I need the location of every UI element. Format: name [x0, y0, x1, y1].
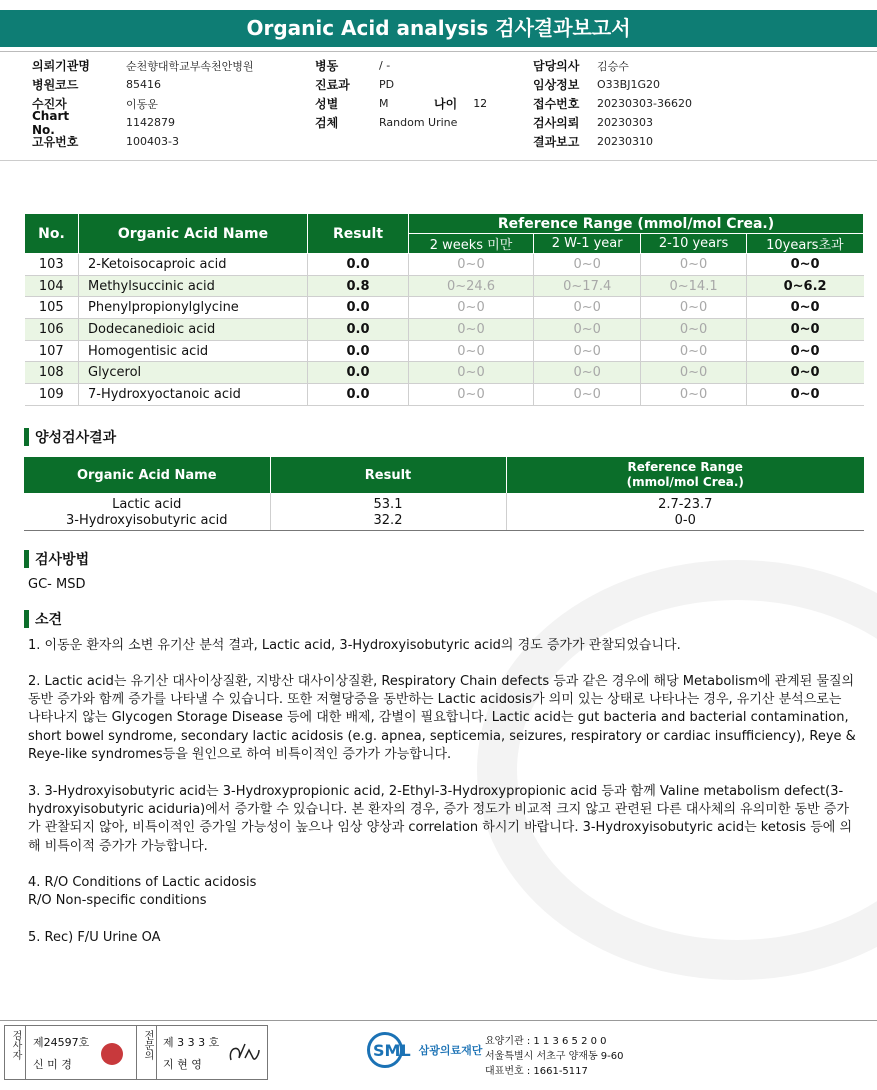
info-label: 수진자	[32, 97, 67, 111]
info-value: 김승수	[597, 59, 629, 73]
section-marker	[24, 550, 29, 568]
cell-reference: 0~0	[534, 254, 641, 276]
method-text: GC- MSD	[28, 577, 86, 592]
col-header-ref-age: 2 weeks 미만	[409, 234, 534, 254]
divider	[25, 1026, 26, 1079]
opinion-paragraph-4: 4. R/O Conditions of Lactic acidosis R/O Non-specific conditions	[28, 875, 257, 909]
cell-reference: 0~0	[409, 340, 534, 362]
info-col-1	[32, 56, 254, 151]
cell-name: Methylsuccinic acid	[79, 275, 308, 297]
cell-result: 0.0	[308, 384, 409, 406]
cell-reference: 0~0	[641, 384, 746, 406]
lab-address: 서울특별시 서초구 양재동 9-60	[485, 1051, 624, 1062]
col-header-result: Result	[270, 457, 506, 493]
opinion-paragraph-2: 2. Lactic acid는 유기산 대사이상질환, 지방산 대사이상질환, Respiratory Chain defects 등과 같은 경우에 해당 Metabolism에 관계된 물질의 동반 증가와 함께 증가를 나타낼 수 있습니다. 또한 저혈당증을 동반하는 Lactic acidosis가 의미 있는 상태로 나타나는 경우, 유기산 분석으로는 나타나지 않는 Glycogen Storage Disease 등에 대한 배제, 감별이 필요합니다. Lactic acid는 gut bacteria and bacterial contamination, short bowel syndrome, secondary lactic acidosis (e.g. apnea, septicemia, seizures, respiratory or cardiac insufficiency), Reye & Reye-like syndromes등을 원인으로 하여 비특이적인 증가가 가능합니다.	[28, 674, 856, 762]
cell-no: 109	[25, 384, 79, 406]
ref-range-line1: Reference Range	[627, 460, 743, 474]
info-row	[32, 108, 254, 137]
background-watermark	[477, 560, 877, 980]
info-label: 진료과	[315, 78, 350, 92]
age-value: 12	[473, 97, 488, 110]
approver-label: 전문의	[142, 1030, 153, 1060]
cell-reference: 0~0	[641, 340, 746, 362]
lab-info	[485, 1034, 624, 1079]
lab-phone: 대표번호 : 1661-5117	[485, 1066, 588, 1077]
cell-reference: 0~0	[641, 254, 746, 276]
info-label: 접수번호	[533, 97, 580, 111]
cell-name: 7-Hydroxyoctanoic acid	[79, 384, 308, 406]
table-row	[25, 340, 864, 362]
info-label: 임상정보	[533, 78, 580, 92]
cell-result: 0.8	[308, 275, 409, 297]
sml-logo	[367, 1032, 482, 1068]
cell-name: Glycerol	[79, 362, 308, 384]
cell-reference: 0~0	[534, 362, 641, 384]
report-title: Organic Acid analysis 검사결과보고서	[0, 10, 877, 47]
info-value: / -	[379, 59, 391, 72]
divider	[0, 51, 877, 52]
approver-name: 지 현 영	[163, 1058, 202, 1071]
section-title: 소견	[35, 612, 63, 628]
cell-reference: 0~0	[746, 362, 863, 384]
section-marker	[24, 610, 29, 628]
info-row	[315, 56, 457, 75]
col-header-reference-range: Reference Range (mmol/mol Crea.)	[409, 214, 864, 234]
table-row	[25, 254, 864, 276]
cell-no: 104	[25, 275, 79, 297]
col-header-reference-range	[506, 457, 864, 493]
info-label: 병원코드	[32, 78, 79, 92]
info-row	[315, 75, 457, 94]
cell-reference: 0~17.4	[534, 275, 641, 297]
info-value: M	[379, 97, 389, 110]
cell-no: 106	[25, 319, 79, 341]
info-label: 검사의뢰	[533, 116, 580, 130]
footer-divider	[0, 1020, 877, 1021]
info-row	[32, 132, 254, 151]
signature-box	[4, 1025, 268, 1080]
info-row	[533, 56, 692, 75]
cell-reference: 0~0	[746, 384, 863, 406]
info-label: 병동	[315, 59, 339, 73]
cell-reference: 0~14.1	[641, 275, 746, 297]
cell-ref: 0-0	[506, 512, 864, 530]
info-label: 담당의사	[533, 59, 580, 73]
section-opinion	[24, 609, 62, 629]
cell-no: 108	[25, 362, 79, 384]
cell-reference: 0~0	[534, 319, 641, 341]
info-row	[533, 113, 692, 132]
info-row	[533, 94, 692, 113]
table-row	[25, 319, 864, 341]
opinion-paragraph-3: 3. 3-Hydroxyisobutyric acid는 3-Hydroxypropionic acid, 2-Ethyl-3-Hydroxypropionic acid 등과 함께 Valine metabolism defect(3-hydroxyisobutyric aciduria)에서 증가할 수 있습니다. 본 환자의 경우, 증가 정도가 비교적 크지 않고 관련된 다른 대사체의 유의미한 동반 증가가 관찰되지 않아, 비특이적인 증가일 가능성이 높으나 임상 양상과 correlation 하시기 바랍니다. 3-Hydroxyisobutyric acid는 ketosis 등에 의해 비특이적 증가가 가능합니다.	[28, 784, 852, 854]
cell-ref: 2.7-23.7	[658, 497, 713, 512]
info-value: O33BJ1G20	[597, 78, 660, 91]
info-label: 검체	[315, 116, 339, 130]
cell-reference: 0~0	[409, 384, 534, 406]
inspector-license: 제24597호	[33, 1036, 90, 1049]
approver-license: 제 3 3 3 호	[163, 1036, 220, 1049]
table-row	[25, 275, 864, 297]
col-header-ref-age: 10years초과	[746, 234, 863, 254]
info-value: 1142879	[126, 116, 175, 129]
cell-name: 2-Ketoisocaproic acid	[79, 254, 308, 276]
inspector-name: 신 미 경	[33, 1058, 72, 1071]
cell-reference: 0~0	[534, 340, 641, 362]
table-row	[25, 297, 864, 319]
cell-no: 103	[25, 254, 79, 276]
cell-reference: 0~0	[641, 362, 746, 384]
info-label: 고유번호	[32, 135, 79, 149]
cell-reference: 0~0	[409, 319, 534, 341]
logo-text: SML	[373, 1040, 411, 1060]
cell-name: Homogentisic acid	[79, 340, 308, 362]
cell-reference: 0~0	[641, 319, 746, 341]
cell-name: Phenylpropionylglycine	[79, 297, 308, 319]
org-name: 삼광의료재단	[418, 1044, 483, 1057]
section-positive-results	[24, 427, 116, 447]
cell-reference: 0~0	[746, 297, 863, 319]
col-header-ref-age: 2 W-1 year	[534, 234, 641, 254]
divider	[156, 1026, 157, 1079]
divider	[0, 160, 877, 161]
info-label: 의뢰기관명	[32, 59, 90, 73]
ref-range-line2: (mmol/mol Crea.)	[626, 475, 744, 489]
cell-result: 32.2	[270, 512, 506, 530]
cell-name: Dodecanedioic acid	[79, 319, 308, 341]
cell-result: 53.1	[270, 493, 506, 512]
info-label: 성별	[315, 97, 339, 111]
info-value: 100403-3	[126, 135, 179, 148]
info-value: 20230310	[597, 135, 653, 148]
cell-reference: 0~24.6	[409, 275, 534, 297]
info-value: 85416	[126, 78, 161, 91]
info-value: PD	[379, 78, 395, 91]
cell-reference: 0~0	[746, 340, 863, 362]
info-row	[32, 75, 254, 94]
logo-ring-icon	[367, 1032, 403, 1068]
organic-acid-table	[24, 213, 864, 406]
info-value: 20230303-36620	[597, 97, 692, 110]
section-title: 검사방법	[35, 552, 90, 568]
signature-icon	[225, 1040, 261, 1068]
info-value: 20230303	[597, 116, 653, 129]
col-header-ref-age: 2-10 years	[641, 234, 746, 254]
cell-reference: 0~0	[641, 297, 746, 319]
cell-reference: 0~0	[409, 254, 534, 276]
section-method	[24, 549, 89, 569]
cell-no: 107	[25, 340, 79, 362]
info-value: Random Urine	[379, 116, 458, 129]
info-value: 순천향대학교부속천안병원	[126, 59, 254, 73]
cell-reference: 0~6.2	[746, 275, 863, 297]
inspector-label: 검사자	[10, 1030, 21, 1060]
col-header-name: Organic Acid Name	[24, 457, 270, 493]
cell-reference: 0~0	[409, 297, 534, 319]
age-field	[434, 94, 487, 113]
info-row	[533, 75, 692, 94]
table-row	[25, 384, 864, 406]
seal-stamp-icon	[101, 1043, 123, 1065]
cell-reference: 0~0	[534, 384, 641, 406]
info-label: 결과보고	[533, 135, 580, 149]
table-row	[25, 362, 864, 384]
col-header-no: No.	[25, 214, 79, 254]
info-row	[32, 56, 254, 75]
cell-reference: 0~0	[534, 297, 641, 319]
cell-reference: 0~0	[746, 319, 863, 341]
info-label: Chart No.	[32, 108, 70, 137]
opinion-paragraph-1: 1. 이동운 환자의 소변 유기산 분석 결과, Lactic acid, 3-Hydroxyisobutyric acid의 경도 증가가 관찰되었습니다.	[28, 638, 681, 653]
lab-code: 요양기관 : 1 1 3 6 5 2 0 0	[485, 1036, 607, 1047]
info-row	[315, 113, 457, 132]
divider	[136, 1026, 137, 1079]
cell-no: 105	[25, 297, 79, 319]
section-title: 양성검사결과	[35, 430, 117, 446]
cell-name: Lactic acid	[24, 493, 270, 512]
cell-result: 0.0	[308, 340, 409, 362]
info-value: 이동운	[126, 97, 158, 111]
cell-result: 0.0	[308, 362, 409, 384]
table-row	[24, 512, 864, 530]
cell-result: 0.0	[308, 297, 409, 319]
opinion-paragraph-5: 5. Rec) F/U Urine OA	[28, 930, 161, 945]
positive-results-table	[24, 457, 864, 531]
section-marker	[24, 428, 29, 446]
age-label: 나이	[434, 97, 458, 111]
info-row	[533, 132, 692, 151]
cell-reference: 0~0	[409, 362, 534, 384]
cell-reference: 0~0	[746, 254, 863, 276]
cell-name: 3-Hydroxyisobutyric acid	[24, 512, 270, 530]
col-header-name: Organic Acid Name	[79, 214, 308, 254]
cell-result: 0.0	[308, 319, 409, 341]
col-header-result: Result	[308, 214, 409, 254]
info-col-3	[533, 56, 692, 151]
table-row	[24, 493, 864, 512]
cell-result: 0.0	[308, 254, 409, 276]
